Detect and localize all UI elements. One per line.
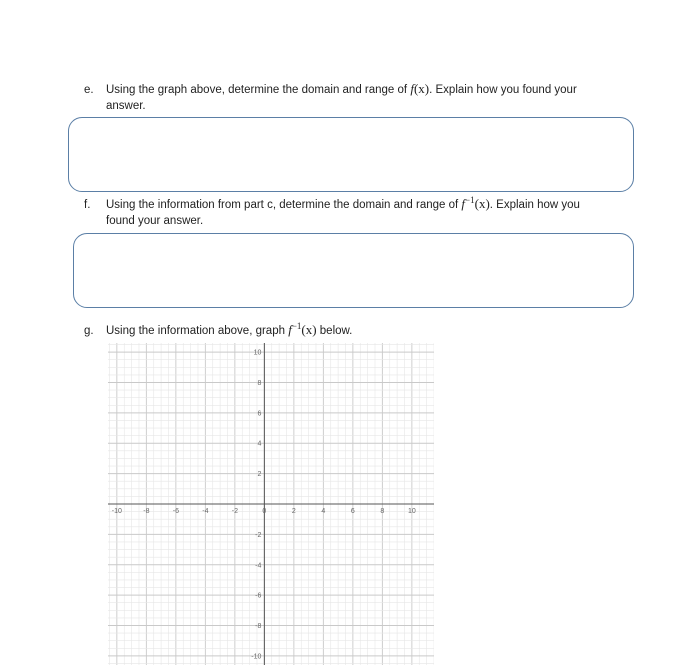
y-tick-label: 4 (257, 440, 262, 448)
x-tick-label: 8 (380, 508, 385, 515)
y-tick-label: 6 (257, 410, 262, 418)
question-e-text-end: . Explain how you found your (429, 84, 577, 96)
question-f-func: f (461, 196, 466, 211)
x-tick-label: -4 (202, 508, 209, 515)
question-g-arg: (x) (301, 322, 317, 337)
y-tick-label: 2 (257, 471, 262, 479)
y-tick-label: -2 (255, 531, 262, 539)
answer-box-f[interactable] (73, 233, 634, 308)
x-tick-label: -8 (143, 508, 150, 515)
question-f-marker: f. (84, 199, 91, 211)
question-e-line2: answer. (106, 100, 146, 112)
coordinate-grid[interactable] (108, 343, 434, 665)
question-g-text: Using the information above, graph (106, 325, 289, 337)
question-e-math (410, 81, 429, 96)
x-tick-label: 4 (321, 508, 326, 515)
question-g-math (288, 322, 316, 337)
question-e-arg: (x) (413, 81, 430, 96)
question-f-math (461, 196, 489, 211)
y-tick-label: 10 (253, 349, 262, 357)
question-g-func: f (288, 322, 292, 337)
question-f-text-end: . Explain how you (489, 199, 580, 211)
x-tick-label: -2 (231, 508, 238, 515)
question-e-func: f (410, 81, 414, 96)
question-f-line2: found your answer. (106, 215, 204, 227)
question-f-text: Using the information from part c, determine the domain and range of (106, 199, 462, 211)
x-tick-label: 0 (262, 508, 267, 515)
y-tick-label: -6 (255, 592, 262, 600)
question-g-marker: g. (84, 325, 94, 337)
answer-box-e[interactable] (68, 117, 634, 192)
question-g-sup: −1 (291, 321, 302, 331)
question-f-sup: −1 (465, 195, 475, 205)
question-f (84, 196, 580, 229)
question-g-text-end: below. (316, 325, 353, 337)
question-f-arg: (x) (474, 196, 490, 211)
x-tick-label: -10 (111, 508, 122, 515)
x-tick-label: -6 (172, 508, 179, 515)
question-e-marker: e. (84, 84, 94, 96)
y-tick-label: -10 (251, 653, 262, 661)
y-tick-label: 8 (257, 379, 262, 387)
question-e (84, 81, 577, 114)
x-tick-label: 10 (407, 508, 416, 515)
x-tick-label: 6 (350, 508, 355, 515)
question-g (84, 322, 352, 339)
x-tick-label: 2 (291, 508, 296, 515)
question-e-text: Using the graph above, determine the domain and range of (106, 84, 411, 96)
y-tick-label: -8 (255, 623, 262, 631)
y-tick-label: -4 (255, 562, 262, 570)
